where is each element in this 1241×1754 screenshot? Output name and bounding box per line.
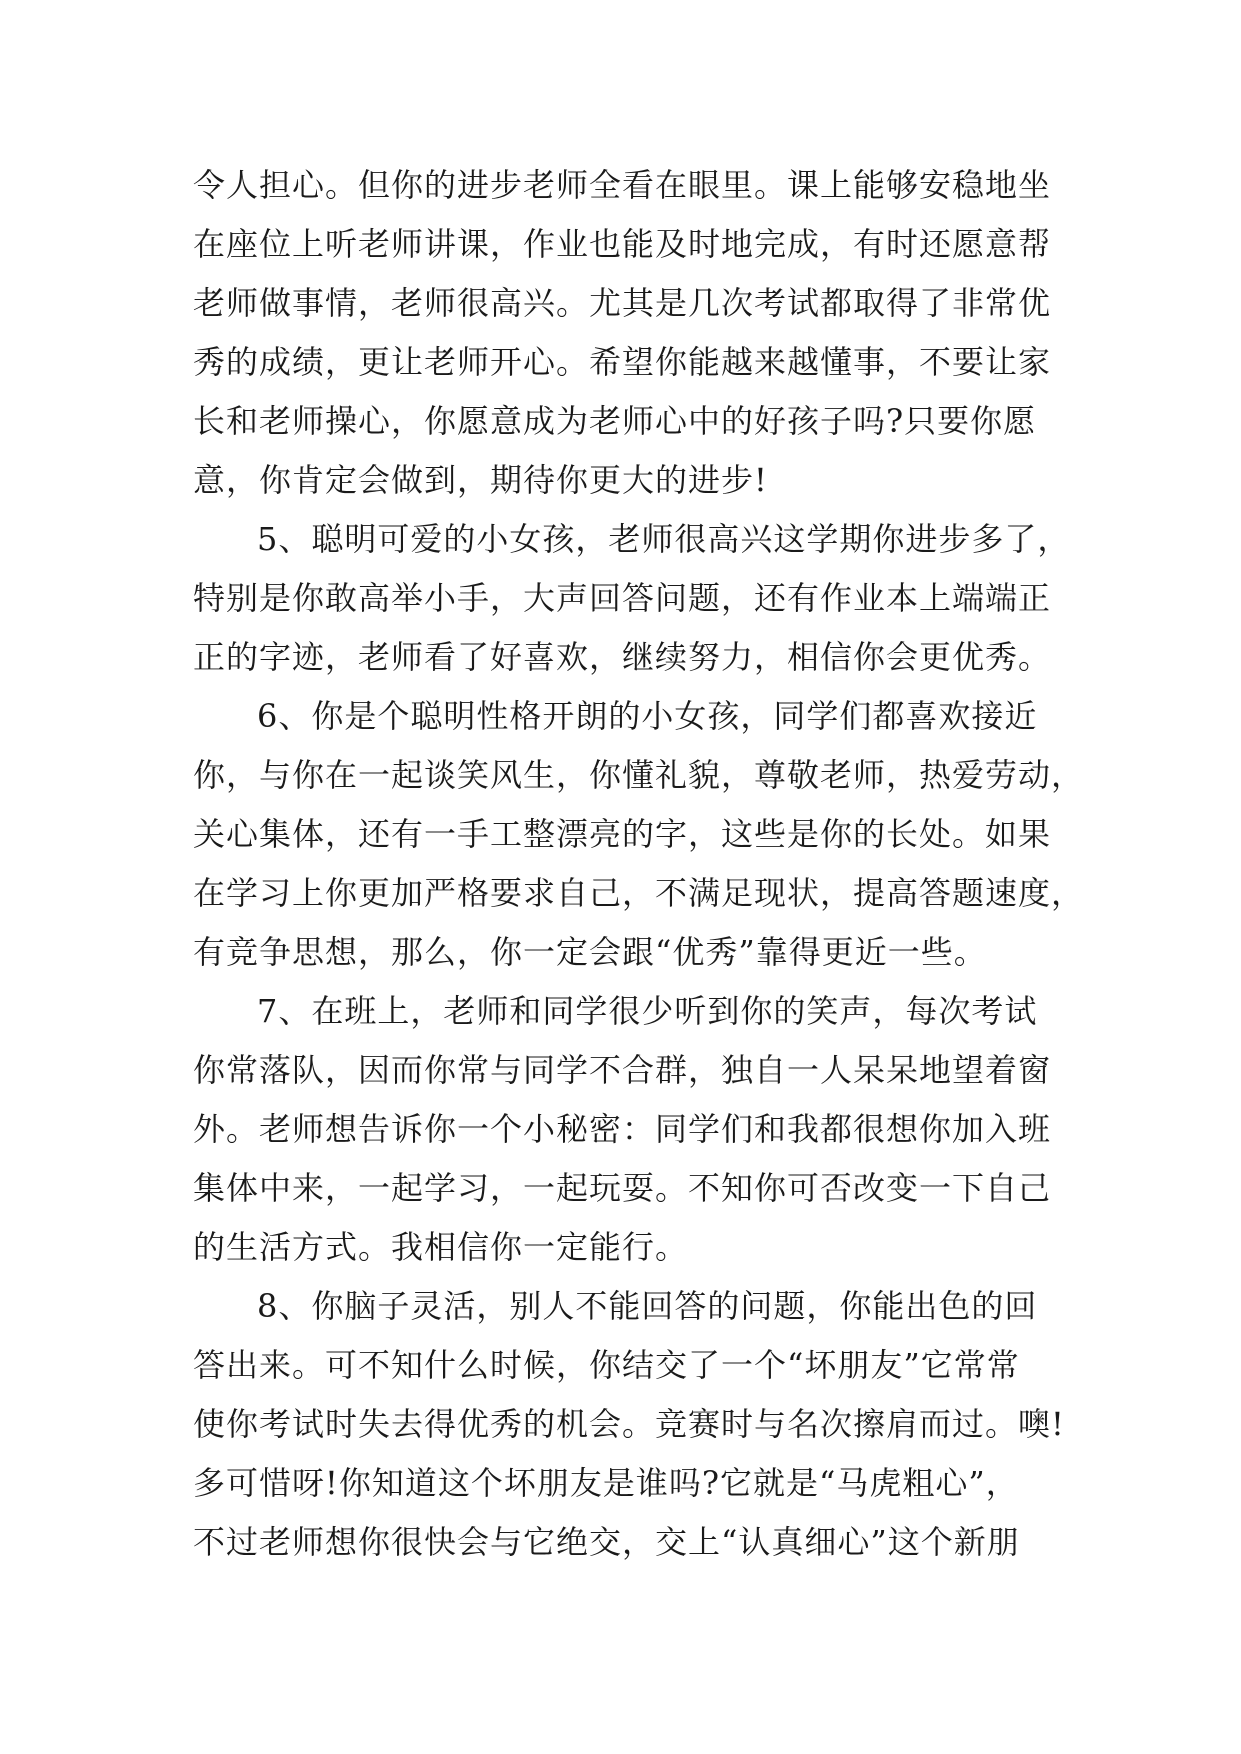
paragraph-start-line: 6、你是个聪明性格开朗的小女孩，同学们都喜欢接近 (257, 697, 1038, 735)
text-line: 使你考试时失去得优秀的机会。竞赛时与名次擦肩而过。噢! (193, 1405, 1065, 1443)
text-line: 不过老师想你很快会与它绝交，交上“认真细心”这个新朋 (193, 1523, 1020, 1561)
text-line: 秀的成绩，更让老师开心。希望你能越来越懂事，不要让家 (193, 343, 1052, 381)
text-line: 集体中来，一起学习，一起玩耍。不知你可否改变一下自己 (193, 1169, 1052, 1207)
text-line: 关心集体，还有一手工整漂亮的字，这些是你的长处。如果 (193, 815, 1052, 853)
text-line: 你常落队，因而你常与同学不合群，独自一人呆呆地望着窗 (193, 1051, 1052, 1089)
paragraph-start-line: 8、你脑子灵活，别人不能回答的问题，你能出色的回 (257, 1287, 1038, 1325)
text-line: 老师做事情，老师很高兴。尤其是几次考试都取得了非常优 (193, 284, 1052, 322)
text-line: 答出来。可不知什么时候，你结交了一个“坏朋友”它常常 (193, 1346, 1020, 1384)
text-line: 长和老师操心，你愿意成为老师心中的好孩子吗?只要你愿 (193, 402, 1037, 440)
text-line: 正的字迹，老师看了好喜欢，继续努力，相信你会更优秀。 (193, 638, 1052, 676)
text-line: 在座位上听老师讲课，作业也能及时地完成，有时还愿意帮 (193, 225, 1052, 263)
text-line: 外。老师想告诉你一个小秘密：同学们和我都很想你加入班 (193, 1110, 1052, 1148)
text-line: 你，与你在一起谈笑风生，你懂礼貌，尊敬老师，热爱劳动， (193, 756, 1085, 794)
text-line: 意，你肯定会做到，期待你更大的进步! (193, 461, 768, 499)
text-line: 令人担心。但你的进步老师全看在眼里。课上能够安稳地坐 (193, 166, 1052, 204)
paragraph-start-line: 5、聪明可爱的小女孩，老师很高兴这学期你进步多了， (257, 520, 1071, 558)
text-line: 的生活方式。我相信你一定能行。 (193, 1228, 689, 1266)
text-line: 特别是你敢高举小手，大声回答问题，还有作业本上端端正 (193, 579, 1052, 617)
paragraph-start-line: 7、在班上，老师和同学很少听到你的笑声，每次考试 (257, 992, 1038, 1030)
text-line: 有竞争思想，那么，你一定会跟“优秀”靠得更近一些。 (193, 933, 987, 971)
text-line: 多可惜呀!你知道这个坏朋友是谁吗?它就是“马虎粗心”， (193, 1464, 1019, 1502)
text-line: 在学习上你更加严格要求自己，不满足现状，提高答题速度， (193, 874, 1085, 912)
